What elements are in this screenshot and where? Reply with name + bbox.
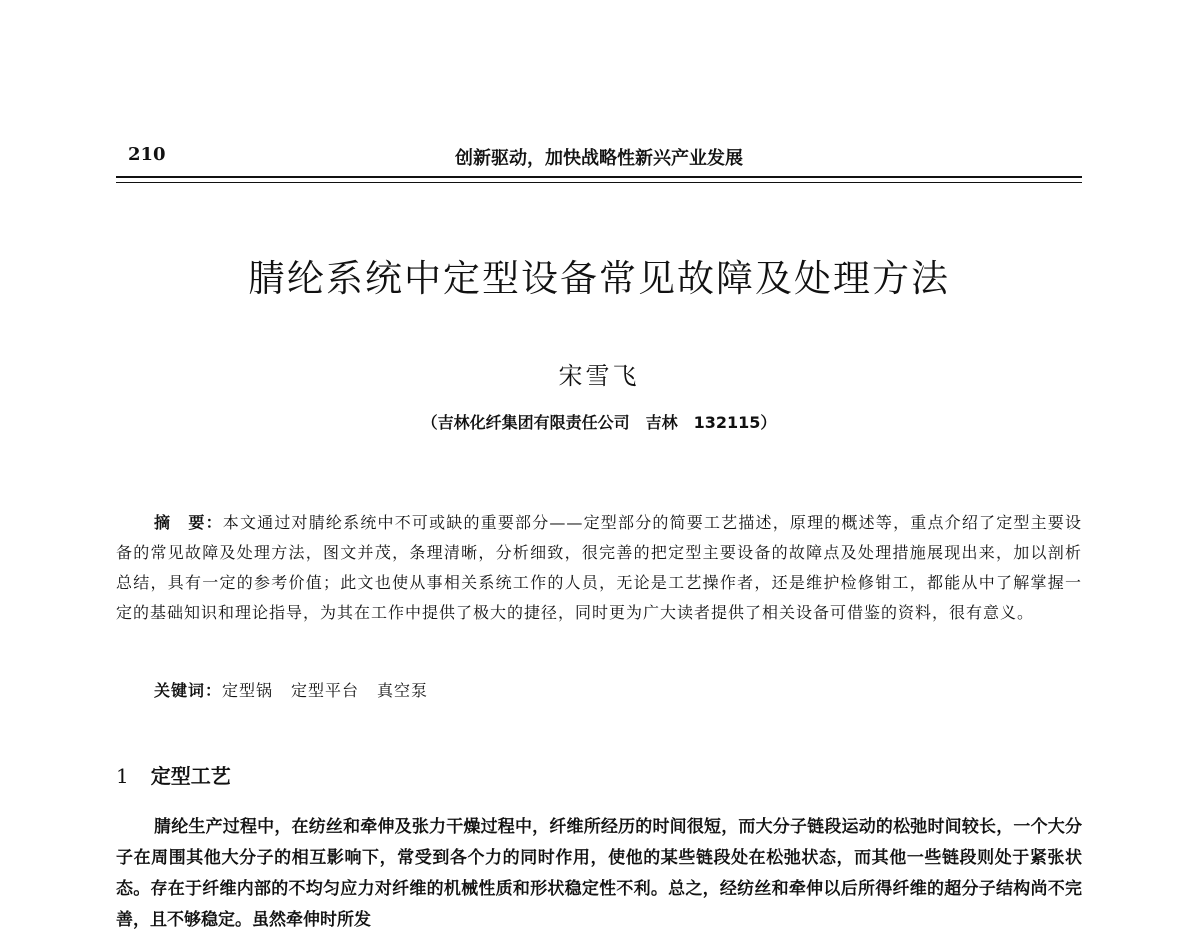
section-body-paragraph: 腈纶生产过程中，在纺丝和牵伸及张力干燥过程中，纤维所经历的时间很短，而大分子链段运动的松弛时间较长，一个大分子在周围其他大分子的相互影响下，常受到各个力的同时作用，使他的某些链段处在松弛状态，而其他一些链段则处于紧张状态。存在于纤维内部的不均匀应力对纤维的机械性质和形状稳定性不利。总之，经纺丝和牵伸以后所得纤维的超分子结构尚不完善，且不够稳定。虽然牵伸时所发: [116, 817, 1082, 930]
page-number: 210: [128, 144, 166, 165]
keyword-item: 定型平台: [291, 681, 360, 700]
page-header: [116, 140, 1082, 176]
keywords-label: 关键词：: [154, 681, 223, 700]
article-title: 腈纶系统中定型设备常见故障及处理方法: [248, 257, 950, 300]
running-title: 创新驱动，加快战略性新兴产业发展: [455, 148, 743, 169]
author-affiliation: （吉林化纤集团有限责任公司 吉林 132115）: [421, 413, 777, 432]
section-heading: [116, 760, 231, 789]
keywords-line: [154, 676, 446, 706]
keyword-item: 定型锅: [222, 681, 274, 700]
keyword-item: 真空泵: [377, 681, 429, 700]
author-name: 宋雪飞: [558, 362, 640, 390]
abstract-text: 本文通过对腈纶系统中不可或缺的重要部分——定型部分的简要工艺描述，原理的概述等，重点介绍了定型主要设备的常见故障及处理方法，图文并茂，条理清晰，分析细致，很完善的把定型主要设备的故障点及处理措施展现出来，加以剖析总结，具有一定的参考价值；此文也使从事相关系统工作的人员，无论是工艺操作者，还是维护检修钳工，都能从中了解掌握一定的基础知识和理论指导，为其在工作中提供了极大的捷径，同时更为广大读者提供了相关设备可借鉴的资料，很有意义。: [116, 513, 1082, 622]
section-number: 1: [116, 764, 129, 788]
section-title: 定型工艺: [150, 764, 231, 788]
header-rule-thick: [116, 176, 1082, 178]
abstract-paragraph: [116, 508, 1082, 628]
header-rule-thin: [116, 182, 1082, 183]
abstract-label: 摘 要：: [154, 513, 223, 532]
